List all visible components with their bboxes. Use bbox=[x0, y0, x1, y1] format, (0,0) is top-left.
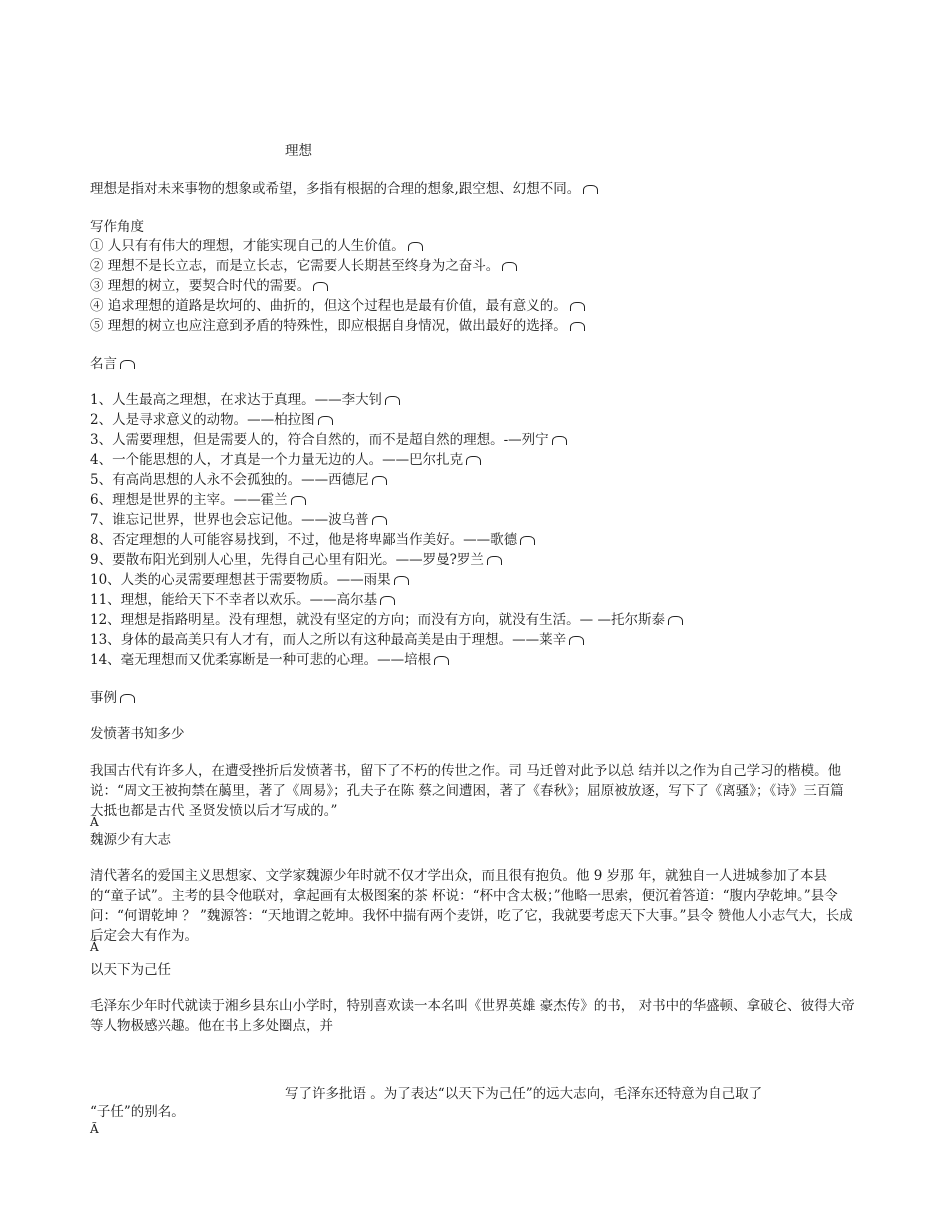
angle-item bbox=[90, 276, 328, 296]
quote-item bbox=[90, 390, 400, 410]
paragraph-mark-icon bbox=[372, 476, 387, 485]
quote-text: 4、一个能思想的人，才真是一个力量无边的人。——巴尔扎克 bbox=[90, 452, 464, 468]
quote-item bbox=[90, 530, 535, 550]
quote-item bbox=[90, 510, 387, 530]
quote-item bbox=[90, 630, 584, 650]
paragraph-mark-icon bbox=[120, 360, 135, 369]
quote-item bbox=[90, 490, 306, 510]
quote-text: 11、理想，能给天下不幸者以欢乐。——高尔基 bbox=[90, 592, 378, 608]
story3-continuation-end: “子任”的别名。 bbox=[90, 1104, 185, 1120]
story1-title: 发愤著书知多少 bbox=[90, 726, 185, 742]
quote-text: 6、理想是世界的主宰。——霍兰 bbox=[90, 492, 288, 508]
quote-text: 9、要散布阳光到别人心里，先得自己心里有阳光。——罗曼?罗兰 bbox=[90, 552, 484, 568]
quote-item bbox=[90, 450, 481, 470]
stray-glyph: Ã bbox=[90, 815, 99, 829]
paragraph-mark-icon bbox=[313, 282, 328, 291]
paragraph-mark-icon bbox=[569, 636, 584, 645]
quote-text: 12、理想是指路明星。没有理想，就没有坚定的方向；而没有方向，就没有生活。— —托尔斯泰 bbox=[90, 612, 665, 628]
intro-paragraph bbox=[90, 179, 598, 199]
quote-text: 13、身体的最高美只有人才有，而人之所以有这种最高美是由于理想。——莱辛 bbox=[90, 632, 567, 648]
quote-text: 8、否定理想的人可能容易找到，不过，他是将卑鄙当作美好。——歌德 bbox=[90, 532, 518, 548]
story2-title: 魏源少有大志 bbox=[90, 832, 171, 848]
angle-item bbox=[90, 316, 585, 336]
angle-text: ② 理想不是长立志，而是立长志，它需要人长期甚至终身为之奋斗。 bbox=[90, 258, 500, 274]
paragraph-mark-icon bbox=[291, 496, 306, 505]
quote-item bbox=[90, 590, 395, 610]
quote-item bbox=[90, 610, 683, 630]
paragraph-mark-icon bbox=[520, 536, 535, 545]
paragraph-mark-icon bbox=[318, 416, 333, 425]
paragraph-mark-icon bbox=[570, 302, 585, 311]
story3-continuation: 写了许多批语 。为了表达“以天下为己任”的远大志向，毛泽东还特意为自己取了 bbox=[285, 1086, 763, 1102]
paragraph-mark-icon bbox=[385, 396, 400, 405]
intro-text: 理想是指对未来事物的想象或希望，多指有根据的合理的想象,跟空想、幻想不同。 bbox=[90, 181, 581, 197]
examples-heading bbox=[90, 688, 135, 708]
paragraph-mark-icon bbox=[120, 694, 135, 703]
quote-text: 3、人需要理想，但是需要人的，符合自然的，而不是超自然的理想。-—列宁 bbox=[90, 432, 549, 448]
paragraph-mark-icon bbox=[408, 242, 423, 251]
stray-glyph: Ã bbox=[90, 1122, 99, 1136]
story2-paragraph: 清代著名的爱国主义思想家、文学家魏源少年时就不仅才学出众，而且很有抱负。他 9 岁那 年，就独自一人进城参加了本县的“童子试”。主考的县令他联对，拿起画有太极图案的茶 杯说：“杯中含太极；”他略一思索，便沉着答道：“腹内孕乾坤。”县令问：“何谓乾坤 ？ ”魏源答：“天地谓之乾坤。我怀中揣有两个麦饼，吃了它，我就要考虑天下大事。”县令 赞他人小志气大，长成后定会大有作为。 bbox=[90, 868, 853, 944]
quote-item bbox=[90, 650, 449, 670]
paragraph-mark-icon bbox=[466, 456, 481, 465]
quote-item bbox=[90, 550, 502, 570]
angle-text: ③ 理想的树立，要契合时代的需要。 bbox=[90, 278, 311, 294]
paragraph-mark-icon bbox=[583, 185, 598, 194]
angle-text: ④ 追求理想的道路是坎坷的、曲折的，但这个过程也是最有价值，最有意义的。 bbox=[90, 298, 567, 314]
quote-text: 1、人生最高之理想，在求达于真理。——李大钊 bbox=[90, 392, 383, 408]
paragraph-mark-icon bbox=[668, 616, 683, 625]
quote-item bbox=[90, 410, 333, 430]
quote-text: 14、毫无理想而又优柔寡断是一种可悲的心理。——培根 bbox=[90, 652, 432, 668]
paragraph-mark-icon bbox=[570, 322, 585, 331]
quote-text: 2、人是寻求意义的动物。——柏拉图 bbox=[90, 412, 315, 428]
angle-item bbox=[90, 236, 423, 256]
document-title: 理想 bbox=[285, 143, 312, 159]
paragraph-mark-icon bbox=[434, 656, 449, 665]
quote-item bbox=[90, 470, 387, 490]
paragraph-mark-icon bbox=[487, 556, 502, 565]
quote-text: 5、有高尚思想的人永不会孤独的。——西德尼 bbox=[90, 472, 369, 488]
stray-glyph: Ã bbox=[90, 940, 99, 954]
paragraph-mark-icon bbox=[502, 262, 517, 271]
angle-item bbox=[90, 296, 585, 316]
quotes-heading bbox=[90, 354, 135, 374]
paragraph-mark-icon bbox=[380, 596, 395, 605]
quote-text: 7、谁忘记世界，世界也会忘记他。——波乌普 bbox=[90, 512, 369, 528]
paragraph-mark-icon bbox=[372, 516, 387, 525]
story3-paragraph: 毛泽东少年时代就读于湘乡县东山小学时，特别喜欢读一本名叫《世界英雄 豪杰传》的书， 对书中的华盛顿、拿破仑、彼得大帝等人物极感兴趣。他在书上多处圈点，并 bbox=[90, 998, 855, 1034]
quote-item bbox=[90, 430, 567, 450]
quote-text: 10、人类的心灵需要理想甚于需要物质。——雨果 bbox=[90, 572, 391, 588]
story1-paragraph: 我国古代有许多人，在遭受挫折后发愤著书，留下了不朽的传世之作。司 马迁曾对此予以总 结并以之作为自己学习的楷模。他说：“周文王被拘禁在﨟里，著了《周易》；孔夫子在陈 蔡之间遭困，著了《春秋》；屈原被放逐，写下了《离骚》；《诗》三百篇大抵也都是古代 圣贤发愤以后才写成的。” bbox=[90, 763, 844, 819]
angles-heading: 写作角度 bbox=[90, 219, 144, 235]
angle-text: ⑤ 理想的树立也应注意到矛盾的特殊性，即应根据自身情况，做出最好的选择。 bbox=[90, 318, 567, 334]
paragraph-mark-icon bbox=[552, 436, 567, 445]
quote-item bbox=[90, 570, 409, 590]
quotes-heading-text: 名言 bbox=[90, 356, 117, 372]
angle-text: ① 人只有有伟大的理想，才能实现自己的人生价值。 bbox=[90, 238, 405, 254]
story3-title: 以天下为己任 bbox=[90, 962, 171, 978]
paragraph-mark-icon bbox=[394, 576, 409, 585]
examples-heading-text: 事例 bbox=[90, 690, 117, 706]
angle-item bbox=[90, 256, 517, 276]
